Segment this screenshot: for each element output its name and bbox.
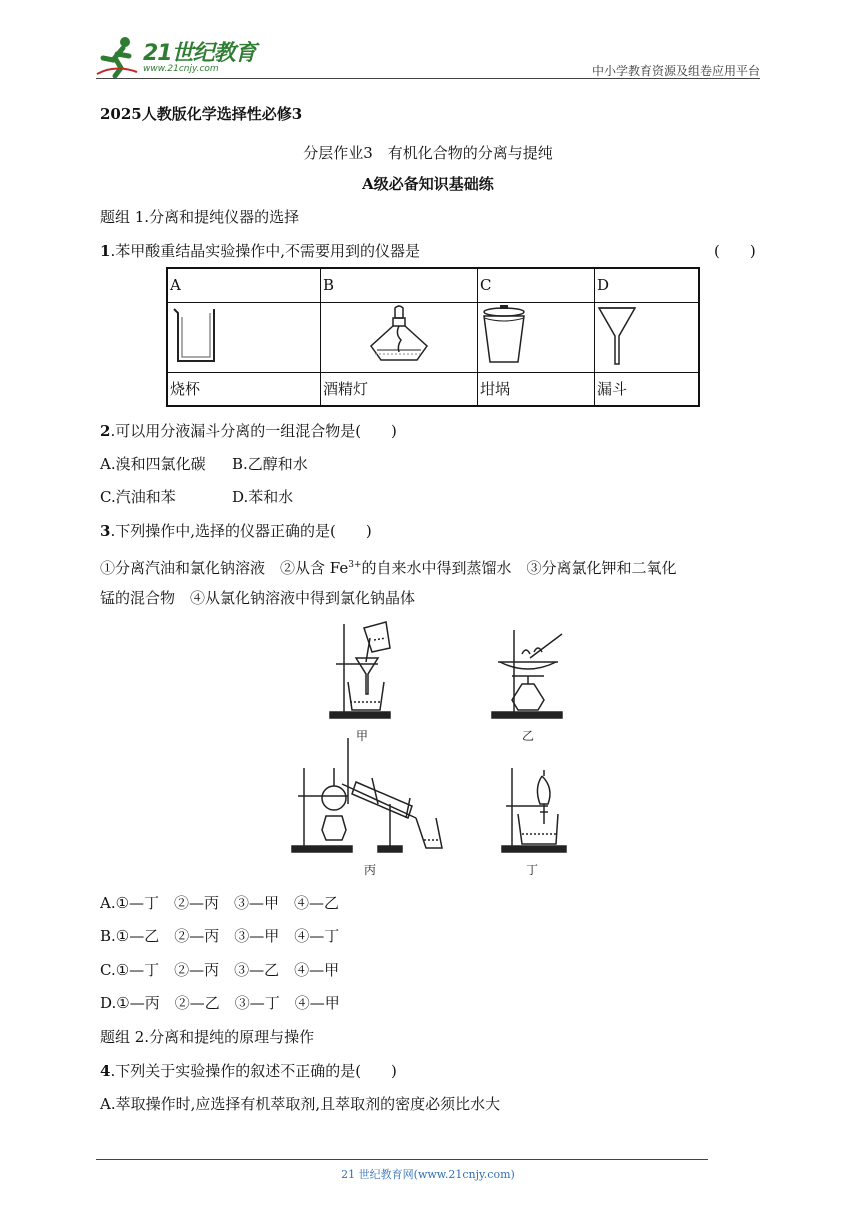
apparatus-ding-separatory <box>502 768 566 852</box>
group1-heading: 题组 1.分离和提纯仪器的选择 <box>100 208 300 226</box>
q1-image-b <box>321 302 478 372</box>
q2-option-b: B.乙醇和水 <box>232 455 308 473</box>
doc-subtitle: 分层作业3 有机化合物的分离与提纯 <box>303 144 553 162</box>
q2-stem <box>100 421 397 441</box>
q1-stem <box>100 241 420 261</box>
q2-option-a: A.溴和四氯化碳 <box>100 455 206 473</box>
alcohol-lamp-icon <box>367 304 431 366</box>
q3-option-c: C.①—丁 ②—丙 ③—乙 ④—甲 <box>100 961 340 979</box>
doc-title: 2025人教版化学选择性必修3 <box>100 105 303 123</box>
q4-number: 4 <box>100 1062 111 1080</box>
q1-number: 1 <box>100 242 111 260</box>
q1-image-d <box>595 302 700 372</box>
q3-option-b: B.①—乙 ②—丙 ③—甲 ④—丁 <box>100 927 340 945</box>
q3-stem <box>100 521 372 541</box>
q1-image-c <box>478 302 595 372</box>
group2-heading: 题组 2.分离和提纯的原理与操作 <box>100 1028 315 1046</box>
logo-url: www.21cnjy.com <box>143 64 219 74</box>
q2-number: 2 <box>100 422 111 440</box>
fig-label-jia: 甲 <box>355 729 369 743</box>
crucible-icon <box>480 304 528 366</box>
beaker-icon <box>170 305 222 365</box>
header-platform-text: 中小学教育资源及组卷应用平台 <box>591 64 760 78</box>
funnel-icon <box>597 304 637 366</box>
q1-name-d: 漏斗 <box>595 372 700 406</box>
fe-charge: 3+ <box>348 560 362 570</box>
header-divider <box>96 78 760 79</box>
fig-label-bing: 丙 <box>363 863 377 877</box>
q3-option-d: D.①—丙 ②—乙 ③—丁 ④—甲 <box>100 994 340 1012</box>
q2-option-d: D.苯和水 <box>232 488 294 506</box>
fig-label-ding: 丁 <box>525 863 539 877</box>
q1-options-table <box>166 267 700 407</box>
fig-label-yi: 乙 <box>521 729 535 743</box>
apparatus-figure <box>286 618 576 880</box>
q3-number: 3 <box>100 522 111 540</box>
q4-option-a: A.萃取操作时,应选择有机萃取剂,且萃取剂的密度必须比水大 <box>100 1095 501 1113</box>
q3-text: .下列操作中,选择的仪器正确的是( ) <box>110 522 372 540</box>
site-logo <box>95 34 265 80</box>
q1-name-a: 烧杯 <box>167 372 321 406</box>
q4-text: .下列关于实验操作的叙述不正确的是( ) <box>110 1062 397 1080</box>
q1-text: .苯甲酸重结晶实验操作中,不需要用到的仪器是 <box>110 242 420 260</box>
footer-text[interactable]: 21 世纪教育网(www.21cnjy.com) <box>341 1168 515 1181</box>
q3-items-line1: ①分离汽油和氯化钠溶液 ②从含 $Fe^{3+}$的自来水中得到蒸馏水 ③分离氯化钾和二氧化 <box>100 559 677 577</box>
q1-header-d: D <box>595 268 700 302</box>
q4-stem <box>100 1061 397 1081</box>
q3-option-a: A.①—丁 ②—丙 ③—甲 ④—乙 <box>100 894 340 912</box>
q1-name-b: 酒精灯 <box>321 372 478 406</box>
q1-header-b: B <box>321 268 478 302</box>
runner-icon <box>95 34 139 78</box>
q1-answer-bracket: ( ) <box>714 242 756 260</box>
apparatus-jia-filtration <box>330 622 390 718</box>
q1-name-c: 坩埚 <box>478 372 595 406</box>
footer-divider <box>96 1159 708 1160</box>
level-heading: A级必备知识基础练 <box>362 175 494 193</box>
apparatus-bing-distillation <box>292 738 442 852</box>
q1-header-a: A <box>167 268 321 302</box>
q1-image-a <box>167 302 321 372</box>
q3-items-line2: 锰的混合物 ④从氯化钠溶液中得到氯化钠晶体 <box>100 589 416 607</box>
apparatus-yi-evaporation <box>492 630 562 718</box>
q2-text: .可以用分液漏斗分离的一组混合物是( ) <box>110 422 397 440</box>
logo-text: 21世纪教育 <box>143 41 256 66</box>
q1-header-c: C <box>478 268 595 302</box>
q2-option-c: C.汽油和苯 <box>100 488 176 506</box>
